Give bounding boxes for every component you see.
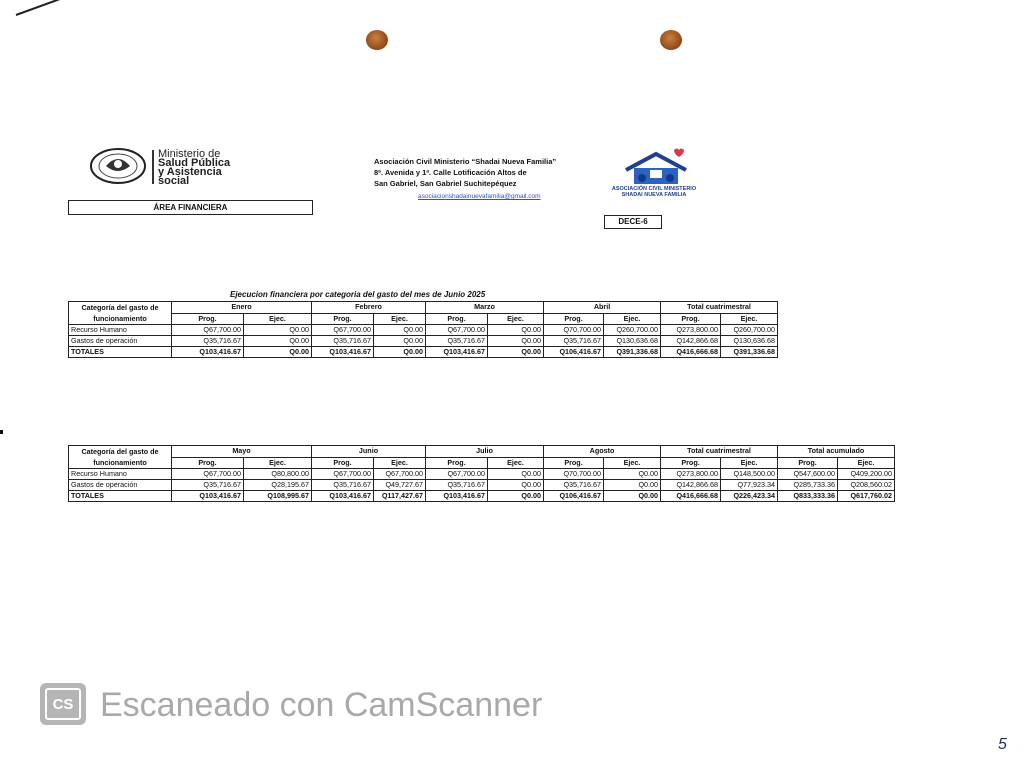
month-header: Junio (312, 446, 426, 458)
cell-value: Q70,700.00 (544, 325, 604, 336)
ministry-line-1: Ministerio de (158, 148, 221, 160)
ejec-header: Ejec. (244, 313, 312, 325)
ejec-header: Ejec. (488, 457, 544, 469)
cell-value: Q130,636.68 (721, 336, 778, 347)
cell-value: Q103,416.67 (312, 347, 374, 358)
cell-value: Q67,700.00 (312, 469, 374, 480)
cell-value: Q77,923.34 (721, 480, 778, 491)
row-label: Gastos de operación (69, 480, 172, 491)
ejec-header: Ejec. (721, 313, 778, 325)
ejec-header: Ejec. (374, 313, 426, 325)
shadai-line-2: SHADAI NUEVA FAMILIA (621, 192, 687, 198)
ejec-header: Ejec. (838, 457, 895, 469)
cell-value: Q103,416.67 (312, 491, 374, 502)
cell-value: Q285,733.36 (778, 480, 838, 491)
cell-value: Q67,700.00 (426, 325, 488, 336)
cell-value: Q103,416.67 (172, 347, 244, 358)
cell-value: Q142,866.68 (661, 336, 721, 347)
prog-header: Prog. (661, 457, 721, 469)
row-label: Recurso Humano (69, 469, 172, 480)
cell-value: Q35,716.67 (426, 336, 488, 347)
cell-value: Q0.00 (374, 325, 426, 336)
ejec-header: Ejec. (604, 313, 661, 325)
cell-value: Q80,800.00 (244, 469, 312, 480)
ejec-header: Ejec. (604, 457, 661, 469)
org-line-2: 8ª. Avenida y 1ª. Calle Lotificación Altos de (374, 168, 527, 177)
cell-value: Q0.00 (488, 336, 544, 347)
prog-header: Prog. (426, 457, 488, 469)
document-code: DECE-6 (604, 215, 662, 229)
cell-value: Q67,700.00 (426, 469, 488, 480)
prog-header: Prog. (312, 457, 374, 469)
cell-value: Q35,716.67 (312, 336, 374, 347)
cell-value: Q148,500.00 (721, 469, 778, 480)
cell-value: Q416,666.68 (661, 347, 721, 358)
table-row (69, 469, 895, 480)
cell-value: Q28,195.67 (244, 480, 312, 491)
row-label: TOTALES (69, 491, 172, 502)
month-header: Julio (426, 446, 544, 458)
month-header: Febrero (312, 302, 426, 314)
cell-value: Q0.00 (244, 336, 312, 347)
cell-value: Q106,416.67 (544, 347, 604, 358)
cell-value: Q0.00 (488, 469, 544, 480)
total-header: Total cuatrimestral (661, 302, 778, 314)
table1-title: Ejecucion financiera por categoria del gasto del mes de Junio 2025 (230, 290, 486, 299)
total-header: Total cuatrimestral (661, 446, 778, 458)
ministry-line-3: y Asistencia (158, 166, 222, 178)
accumulated-header: Total acumulado (778, 446, 895, 458)
ink-dot (0, 430, 3, 434)
shadai-line-1: ASOCIACIÓN CIVIL MINISTERIO (611, 186, 697, 192)
row-label: Recurso Humano (69, 325, 172, 336)
cell-value: Q49,727.67 (374, 480, 426, 491)
cell-value: Q0.00 (604, 469, 661, 480)
cell-value: Q35,716.67 (312, 480, 374, 491)
month-header: Abril (544, 302, 661, 314)
cell-value: Q260,700.00 (604, 325, 661, 336)
month-header: Agosto (544, 446, 661, 458)
cell-value: Q108,995.67 (244, 491, 312, 502)
punch-hole-right (660, 30, 682, 50)
organization-address (374, 156, 556, 189)
ejec-header: Ejec. (488, 313, 544, 325)
prog-header: Prog. (426, 313, 488, 325)
ejec-header: Ejec. (244, 457, 312, 469)
table-row (69, 336, 778, 347)
prog-header: Prog. (544, 313, 604, 325)
cell-value: Q103,416.67 (172, 491, 244, 502)
cell-value: Q70,700.00 (544, 469, 604, 480)
totals-row (69, 491, 895, 502)
cell-value: Q35,716.67 (172, 336, 244, 347)
org-line-3: San Gabriel, San Gabriel Suchitepéquez (374, 179, 517, 188)
prog-header: Prog. (544, 457, 604, 469)
table-row (69, 480, 895, 491)
cell-value: Q0.00 (244, 325, 312, 336)
ejec-header: Ejec. (374, 457, 426, 469)
totals-row (69, 347, 778, 358)
shadai-logo-text (603, 186, 705, 198)
handwritten-page-number: 5 (998, 736, 1007, 753)
area-financiera-label: ÁREA FINANCIERA (68, 200, 313, 215)
cell-value: Q67,700.00 (312, 325, 374, 336)
cell-value: Q273,800.00 (661, 325, 721, 336)
punch-hole-left (366, 30, 388, 50)
month-header: Enero (172, 302, 312, 314)
cell-value: Q208,560.02 (838, 480, 895, 491)
cell-value: Q273,800.00 (661, 469, 721, 480)
cell-value: Q0.00 (488, 491, 544, 502)
ministry-seal-logo (84, 146, 146, 186)
camscanner-badge-icon: CS (45, 688, 81, 720)
cell-value: Q106,416.67 (544, 491, 604, 502)
cell-value: Q260,700.00 (721, 325, 778, 336)
cell-value: Q67,700.00 (172, 325, 244, 336)
cell-value: Q67,700.00 (172, 469, 244, 480)
cell-value: Q103,416.67 (426, 347, 488, 358)
prog-header: Prog. (172, 313, 244, 325)
cell-value: Q35,716.67 (426, 480, 488, 491)
ministry-line-4: social (158, 175, 190, 187)
cell-value: Q0.00 (604, 480, 661, 491)
cell-value: Q35,716.67 (172, 480, 244, 491)
cell-value: Q142,866.68 (661, 480, 721, 491)
cell-value: Q0.00 (488, 325, 544, 336)
cell-value: Q35,716.67 (544, 480, 604, 491)
table-row (69, 325, 778, 336)
cell-value: Q0.00 (244, 347, 312, 358)
cell-value: Q0.00 (488, 347, 544, 358)
category-header: Categoría del gasto de funcionamiento (69, 446, 172, 469)
ministry-name (158, 150, 230, 186)
cell-value: Q391,336.68 (604, 347, 661, 358)
camscanner-watermark-text: Escaneado con CamScanner (100, 686, 543, 724)
month-header: Marzo (426, 302, 544, 314)
cell-value: Q391,336.68 (721, 347, 778, 358)
category-header: Categoría del gasto de funcionamiento (69, 302, 172, 325)
org-line-1: Asociación Civil Ministerio “Shadai Nueva Familia” (374, 157, 557, 166)
cell-value: Q409,200.00 (838, 469, 895, 480)
organization-email-link[interactable]: asociacionshadainuevafamilia@gmail.com (418, 193, 541, 200)
row-label: TOTALES (69, 347, 172, 358)
cell-value: Q226,423.34 (721, 491, 778, 502)
ejec-header: Ejec. (721, 457, 778, 469)
ministry-line-2: Salud Pública (158, 157, 231, 169)
pen-stroke-mark (16, 0, 60, 16)
cell-value: Q547,600.00 (778, 469, 838, 480)
cell-value: Q0.00 (374, 347, 426, 358)
prog-header: Prog. (661, 313, 721, 325)
financial-table-2 (68, 445, 895, 502)
row-label: Gastos de operación (69, 336, 172, 347)
cell-value: Q103,416.67 (426, 491, 488, 502)
financial-table-1 (68, 301, 778, 358)
cell-value: Q617,760.02 (838, 491, 895, 502)
cell-value: Q67,700.00 (374, 469, 426, 480)
month-header: Mayo (172, 446, 312, 458)
ministry-divider (152, 150, 154, 184)
cell-value: Q0.00 (374, 336, 426, 347)
cell-value: Q0.00 (488, 480, 544, 491)
cell-value: Q130,636.68 (604, 336, 661, 347)
cell-value: Q0.00 (604, 491, 661, 502)
cell-value: Q35,716.67 (544, 336, 604, 347)
prog-header: Prog. (312, 313, 374, 325)
prog-header: Prog. (172, 457, 244, 469)
cell-value: Q416,666.68 (661, 491, 721, 502)
cell-value: Q117,427.67 (374, 491, 426, 502)
cell-value: Q833,333.36 (778, 491, 838, 502)
prog-header: Prog. (778, 457, 838, 469)
